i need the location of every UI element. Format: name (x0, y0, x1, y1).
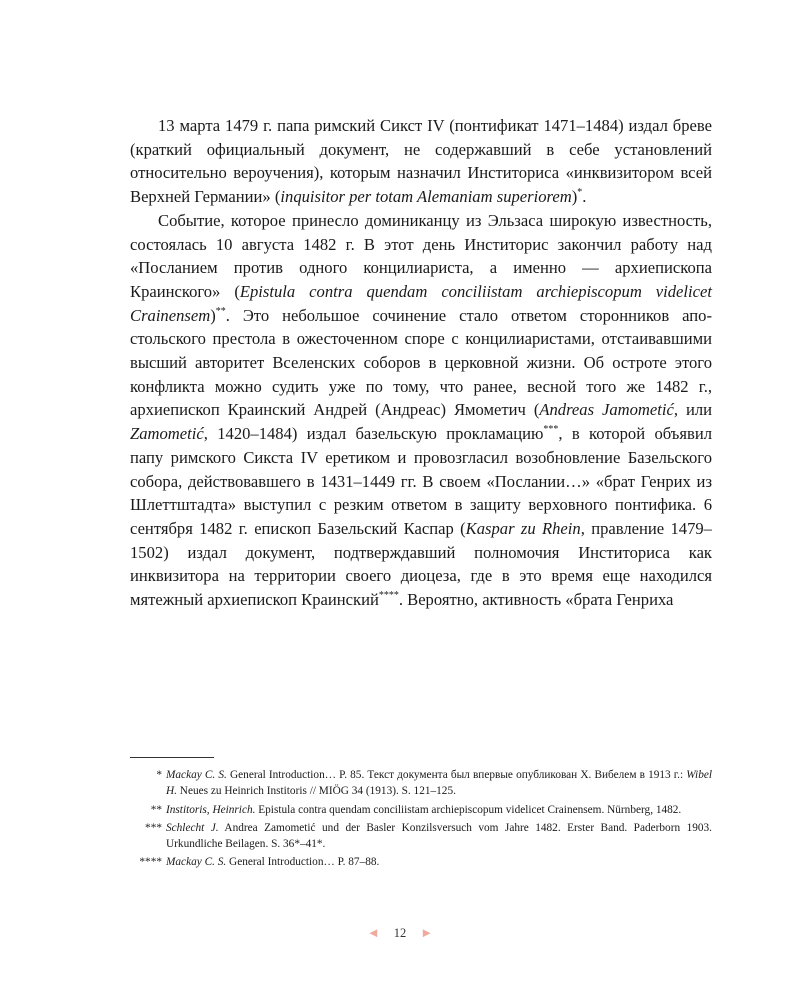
next-page-arrow-icon[interactable]: ► (420, 925, 434, 940)
page-navigation (0, 925, 800, 941)
text-run: Событие, которое принесло доминиканцу из Эльзаса широкую известность, состоялась 10 августа 1482 г. В этот день Инститорис закончил работу над «Посланием против одного концилиариста, а именно — архиепископа Краинского» ( (130, 210, 712, 301)
text-run: , правление 1479–1502) издал документ, подтверждавший полномочия Инститориса как инквизитора на территории своего диоцеза, где в это время еще находился мятежный архиепископ Краинский (130, 518, 712, 610)
text-run: 13 марта 1479 г. папа римский Сикст IV (понтификат 1471–1484) издал бреве (краткий официальный документ, не содержавший в себе установлений относительно вероучения), которым назначил Инститориса «инквизитором всей Верхней Германии» ( (130, 116, 712, 207)
text-run: . Это небольшое сочинение стало ответом сторонников апостольского престола в ожесточенном споре с концилиаристами, отстаивавшими высший авторитет Вселенских соборов в церковной жизни. Об остроте этого конфликта можно судить уже по тому, что ранее, весной того же 1482 г., архиепископ Краинский Андрей (Андреас) Ямометич ( (130, 305, 712, 420)
italic-text: Andreas Jamometić (539, 400, 674, 420)
footnote-text (166, 804, 681, 816)
italic-text: Mackay C. S. (166, 769, 227, 781)
footnotes (130, 767, 712, 873)
paragraph (130, 114, 712, 209)
italic-text: Epistula contra quendam conciliistam archiepiscopum videlicet Crainensem (130, 281, 712, 325)
italic-text: Institoris, Heinrich. (166, 803, 256, 816)
text-run: General Introduction… P. 87–88. (226, 856, 380, 869)
footnote (130, 802, 712, 818)
italic-text: Kaspar zu Rhein (465, 518, 581, 538)
italic-text: Wibel H. (166, 769, 712, 798)
text-run: . (582, 187, 587, 207)
footnote-divider (130, 757, 214, 758)
footnote-ref: **** (378, 590, 399, 602)
text-run: , или (673, 400, 712, 420)
footnote-mark: ** (150, 803, 162, 816)
text-run: ) (210, 305, 216, 325)
italic-text: Schlecht J. (166, 821, 219, 834)
text-run: Epistula contra quendam conciliistam archiepiscopum videlicet Crainensem. Nürnberg, 1482. (255, 803, 682, 816)
footnote-mark: **** (139, 856, 162, 869)
text-run: ) (571, 187, 578, 207)
text-run: Neues zu Heinrich Institoris // MIÖG 34 (1913). S. 121–125. (176, 785, 456, 798)
footnote (130, 820, 712, 853)
footnote-text (166, 822, 712, 850)
italic-text: Zamometić (130, 424, 204, 444)
main-text (130, 114, 712, 612)
footnote-ref: *** (543, 424, 559, 436)
paragraph (130, 209, 712, 612)
footnote (130, 854, 712, 870)
footnote-ref: ** (215, 305, 226, 317)
page-number: 12 (393, 925, 407, 940)
italic-text: inquisitor per totam Alemaniam superiorem (280, 187, 572, 207)
prev-page-arrow-icon[interactable]: ◄ (366, 925, 380, 940)
footnote-mark: *** (145, 821, 162, 834)
text-run: General Introduction… P. 85. Текст документа был впервые опубликован Х. Вибелем в 1913 г.: (226, 769, 687, 781)
text-run: Andrea Zamometić und der Basler Konzilsversuch vom Jahre 1482. Erster Band. Paderborn 1903. Urkundliche Beilagen. S. 36*–41*. (166, 821, 712, 851)
italic-text: Mackay C. S. (166, 856, 227, 869)
footnote-ref: * (577, 187, 583, 199)
footnote-text (166, 769, 712, 797)
footnote-text (166, 856, 379, 868)
text-run: , в которой объявил папу римского Сикста IV еретиком и провозгласил возобновление Базельского собора, действовавшего в 1431–1449 гг. В своем «Послании…» «брат Генрих из Шлеттштадта» выступил с резким ответом в защиту верховного понтифика. 6 сентября 1482 г. епископ Базельский Каспар ( (130, 424, 712, 538)
footnote-mark: * (156, 769, 162, 781)
text-run: . Вероятно, активность «брата Генриха (398, 590, 674, 610)
text-run: , 1420–1484) издал базельскую прокламацию (203, 424, 544, 444)
footnote (130, 767, 712, 800)
